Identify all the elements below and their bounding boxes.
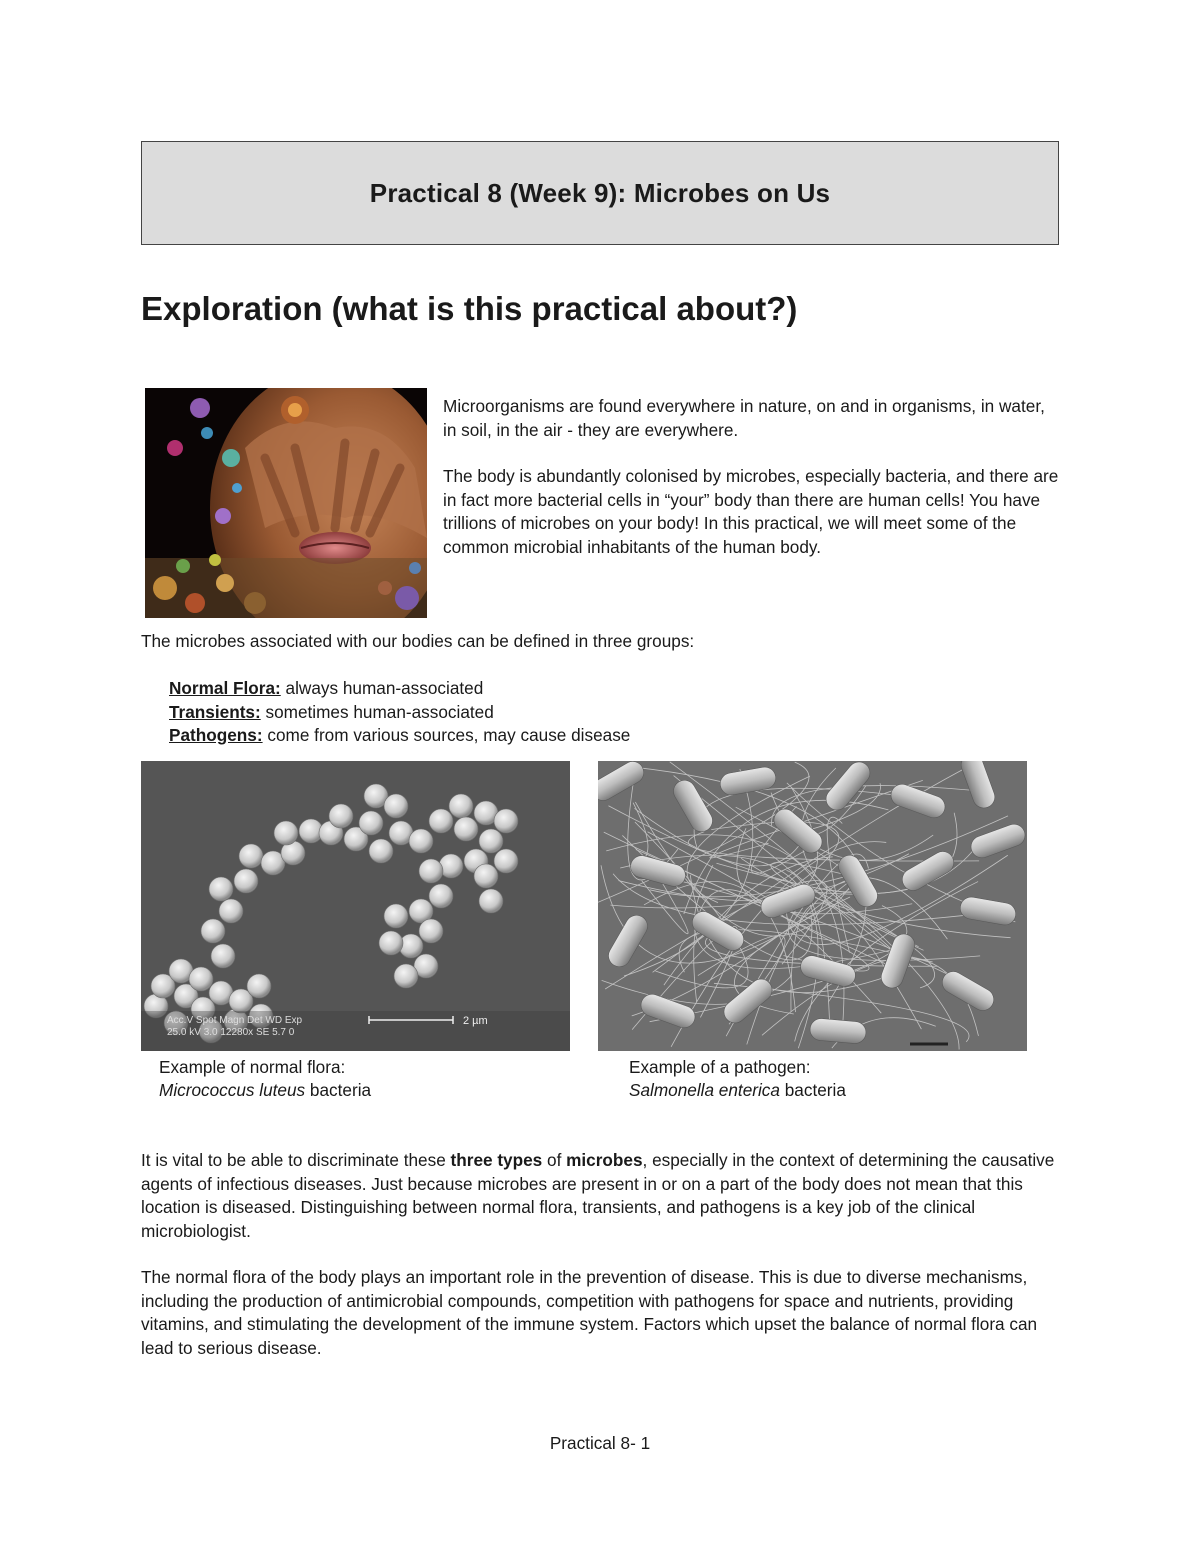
caption-line: Example of a pathogen: [629, 1057, 811, 1077]
group-item [169, 724, 630, 748]
group-item [169, 677, 630, 701]
micrococcus-sem-image [141, 761, 570, 1051]
caption-pathogen [629, 1056, 846, 1102]
body-paragraph-3: It is vital to be able to discriminate these three types of microbes, especially in the context of determining the causative agents of infectious diseases. Just because microbes are present in or on a part of the body does not mean that this location is diseased. Distinguishing between normal flora, transients, and pathogens is a key job of the clinical microbiologist. [141, 1150, 1055, 1241]
intro-paragraph-2: The body is abundantly colonised by microbes, especially bacteria, and there are in fact more bacterial cells in “your” body than there are human cells! You have trillions of microbes on your body! In this practical, we will meet some of the common microbial inhabitants of the human body. [443, 466, 1059, 557]
species-name: Micrococcus luteus [159, 1080, 306, 1100]
microbe-groups-list [169, 677, 630, 748]
caption-species-line: Micrococcus luteus bacteria [159, 1080, 372, 1100]
sem-info-values: 25.0 kV 3.0 12280x SE 5.7 0 [167, 1027, 295, 1038]
page-title: Practical 8 (Week 9): Microbes on Us [369, 177, 831, 208]
cocci-micrograph [141, 761, 570, 1051]
hero-illustration [145, 388, 427, 618]
groups-lead: The microbes associated with our bodies can be defined in three groups: [141, 631, 695, 651]
caption-species-line: Salmonella enterica bacteria [629, 1080, 846, 1100]
group-term: Transients: [169, 701, 261, 722]
caption-normal-flora [159, 1056, 371, 1102]
group-desc: come from various sources, may cause disease [262, 725, 631, 745]
group-item [169, 701, 630, 725]
intro-paragraph-1: Microorganisms are found everywhere in nature, on and in organisms, in water, in soil, in the air - they are everywhere. [443, 396, 1045, 440]
group-desc: always human-associated [280, 678, 484, 698]
group-desc: sometimes human-associated [260, 701, 494, 722]
title-box [141, 141, 1059, 245]
sem-info-label: Acc.V Spot Magn Det WD Exp [167, 1015, 303, 1026]
group-term: Normal Flora: [169, 678, 281, 698]
caption-line: Example of normal flora: [159, 1057, 346, 1077]
group-term: Pathogens: [169, 725, 263, 745]
salmonella-sem-image [598, 761, 1027, 1051]
hero-microbe-face-image [145, 388, 427, 618]
intro-text [443, 395, 1063, 582]
rods-micrograph [598, 761, 1027, 1051]
scale-label: 2 µm [463, 1015, 488, 1027]
body-paragraph-4: The normal flora of the body plays an important role in the prevention of disease. This is due to diverse mechanisms, including the production of antimicrobial compounds, competition with pathogens for space and nutrients, providing vitamins, and stimulating the development of the immune system. Factors which upset the balance of normal flora can lead to serious disease. [141, 1267, 1038, 1358]
section-heading: Exploration (what is this practical about?) [141, 290, 798, 327]
page-number: Practical 8- 1 [549, 1433, 651, 1453]
species-name: Salmonella enterica [629, 1080, 780, 1100]
